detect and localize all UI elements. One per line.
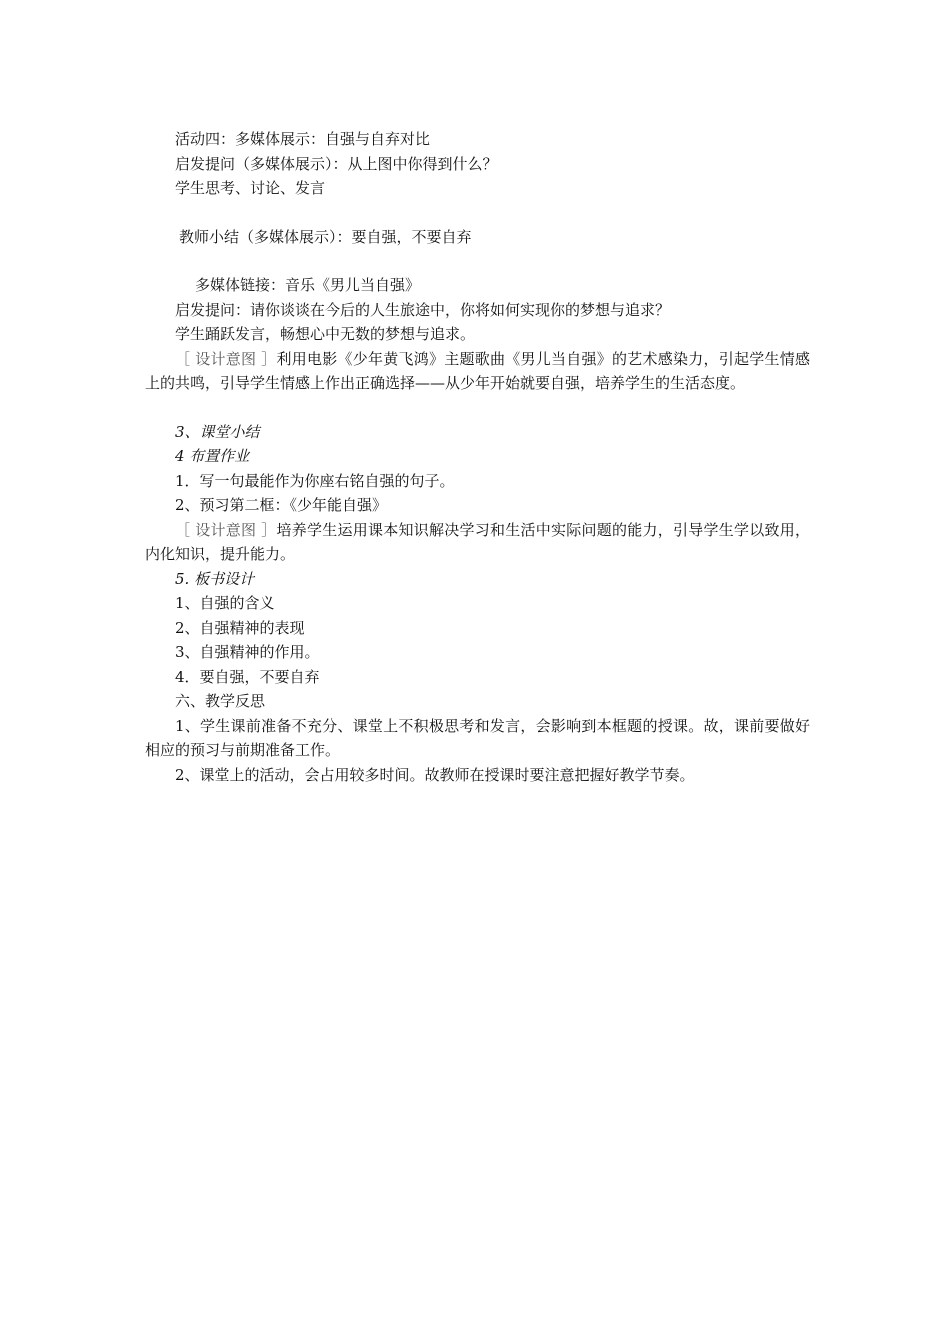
student-discussion-line: 学生思考、讨论、发言 xyxy=(175,179,326,197)
design-intent-text-2: 培养学生运用课本知识解决学习和生活中实际问题的能力，引导学生学以致用，内化知识，提升能力。 xyxy=(145,520,810,563)
board-item-1: 1、自强的含义 xyxy=(175,594,275,612)
section-heading-board: 5. 板书设计 xyxy=(175,569,255,588)
design-intent-label: ［ 设计意图 ］ xyxy=(175,349,277,368)
board-item-4: 4．要自强，不要自弃 xyxy=(175,667,320,686)
spacer xyxy=(145,201,810,225)
question-two-line: 启发提问：请你谈谈在今后的人生旅途中，你将如何实现你的梦想与追求？ xyxy=(175,300,671,319)
design-intent-text: 利用电影《少年黄飞鸿》主题歌曲《男儿当自强》的艺术感染力，引起学生情感上的共鸣，引导学生情感上作出正确选择——从少年开始就要自强，培养学生的生活态度。 xyxy=(145,349,810,392)
board-item-3: 3、自强精神的作用。 xyxy=(175,643,320,661)
section-heading-homework: 4 布置作业 xyxy=(175,447,250,465)
spacer xyxy=(145,249,810,273)
document-body xyxy=(145,127,810,787)
design-intent-paragraph-2 xyxy=(145,518,810,567)
homework-item-1: 1．写一句最能作为你座右铭自强的句子。 xyxy=(175,471,455,490)
teacher-summary-line: 教师小结（多媒体展示）：要自强，不要自弃 xyxy=(179,227,472,246)
multimedia-link-line: 多媒体链接：音乐《男儿当自强》 xyxy=(195,276,421,294)
question-line: 启发提问（多媒体展示）：从上图中你得到什么？ xyxy=(175,154,498,173)
student-speak-line: 学生踊跃发言，畅想心中无数的梦想与追求。 xyxy=(175,325,476,343)
section-heading-summary: 3、课堂小结 xyxy=(175,422,260,441)
homework-item-2: 2、预习第二框：《少年能自强》 xyxy=(175,496,388,514)
design-intent-paragraph xyxy=(145,347,810,396)
spacer xyxy=(145,396,810,420)
design-intent-label-2: ［ 设计意图 ］ xyxy=(175,520,277,539)
reflection-item-2: 2、课堂上的活动，会占用较多时间。故教师在授课时要注意把握好教学节奏。 xyxy=(175,765,695,784)
board-item-2: 2、自强精神的表现 xyxy=(175,618,305,637)
reflection-item-1: 1、学生课前准备不充分、课堂上不积极思考和发言，会影响到本框题的授课。故，课前要做好相应的预习与前期准备工作。 xyxy=(145,716,810,759)
activity-four-line: 活动四：多媒体展示：自强与自弃对比 xyxy=(175,130,431,148)
section-heading-reflection: 六、教学反思 xyxy=(175,692,266,710)
